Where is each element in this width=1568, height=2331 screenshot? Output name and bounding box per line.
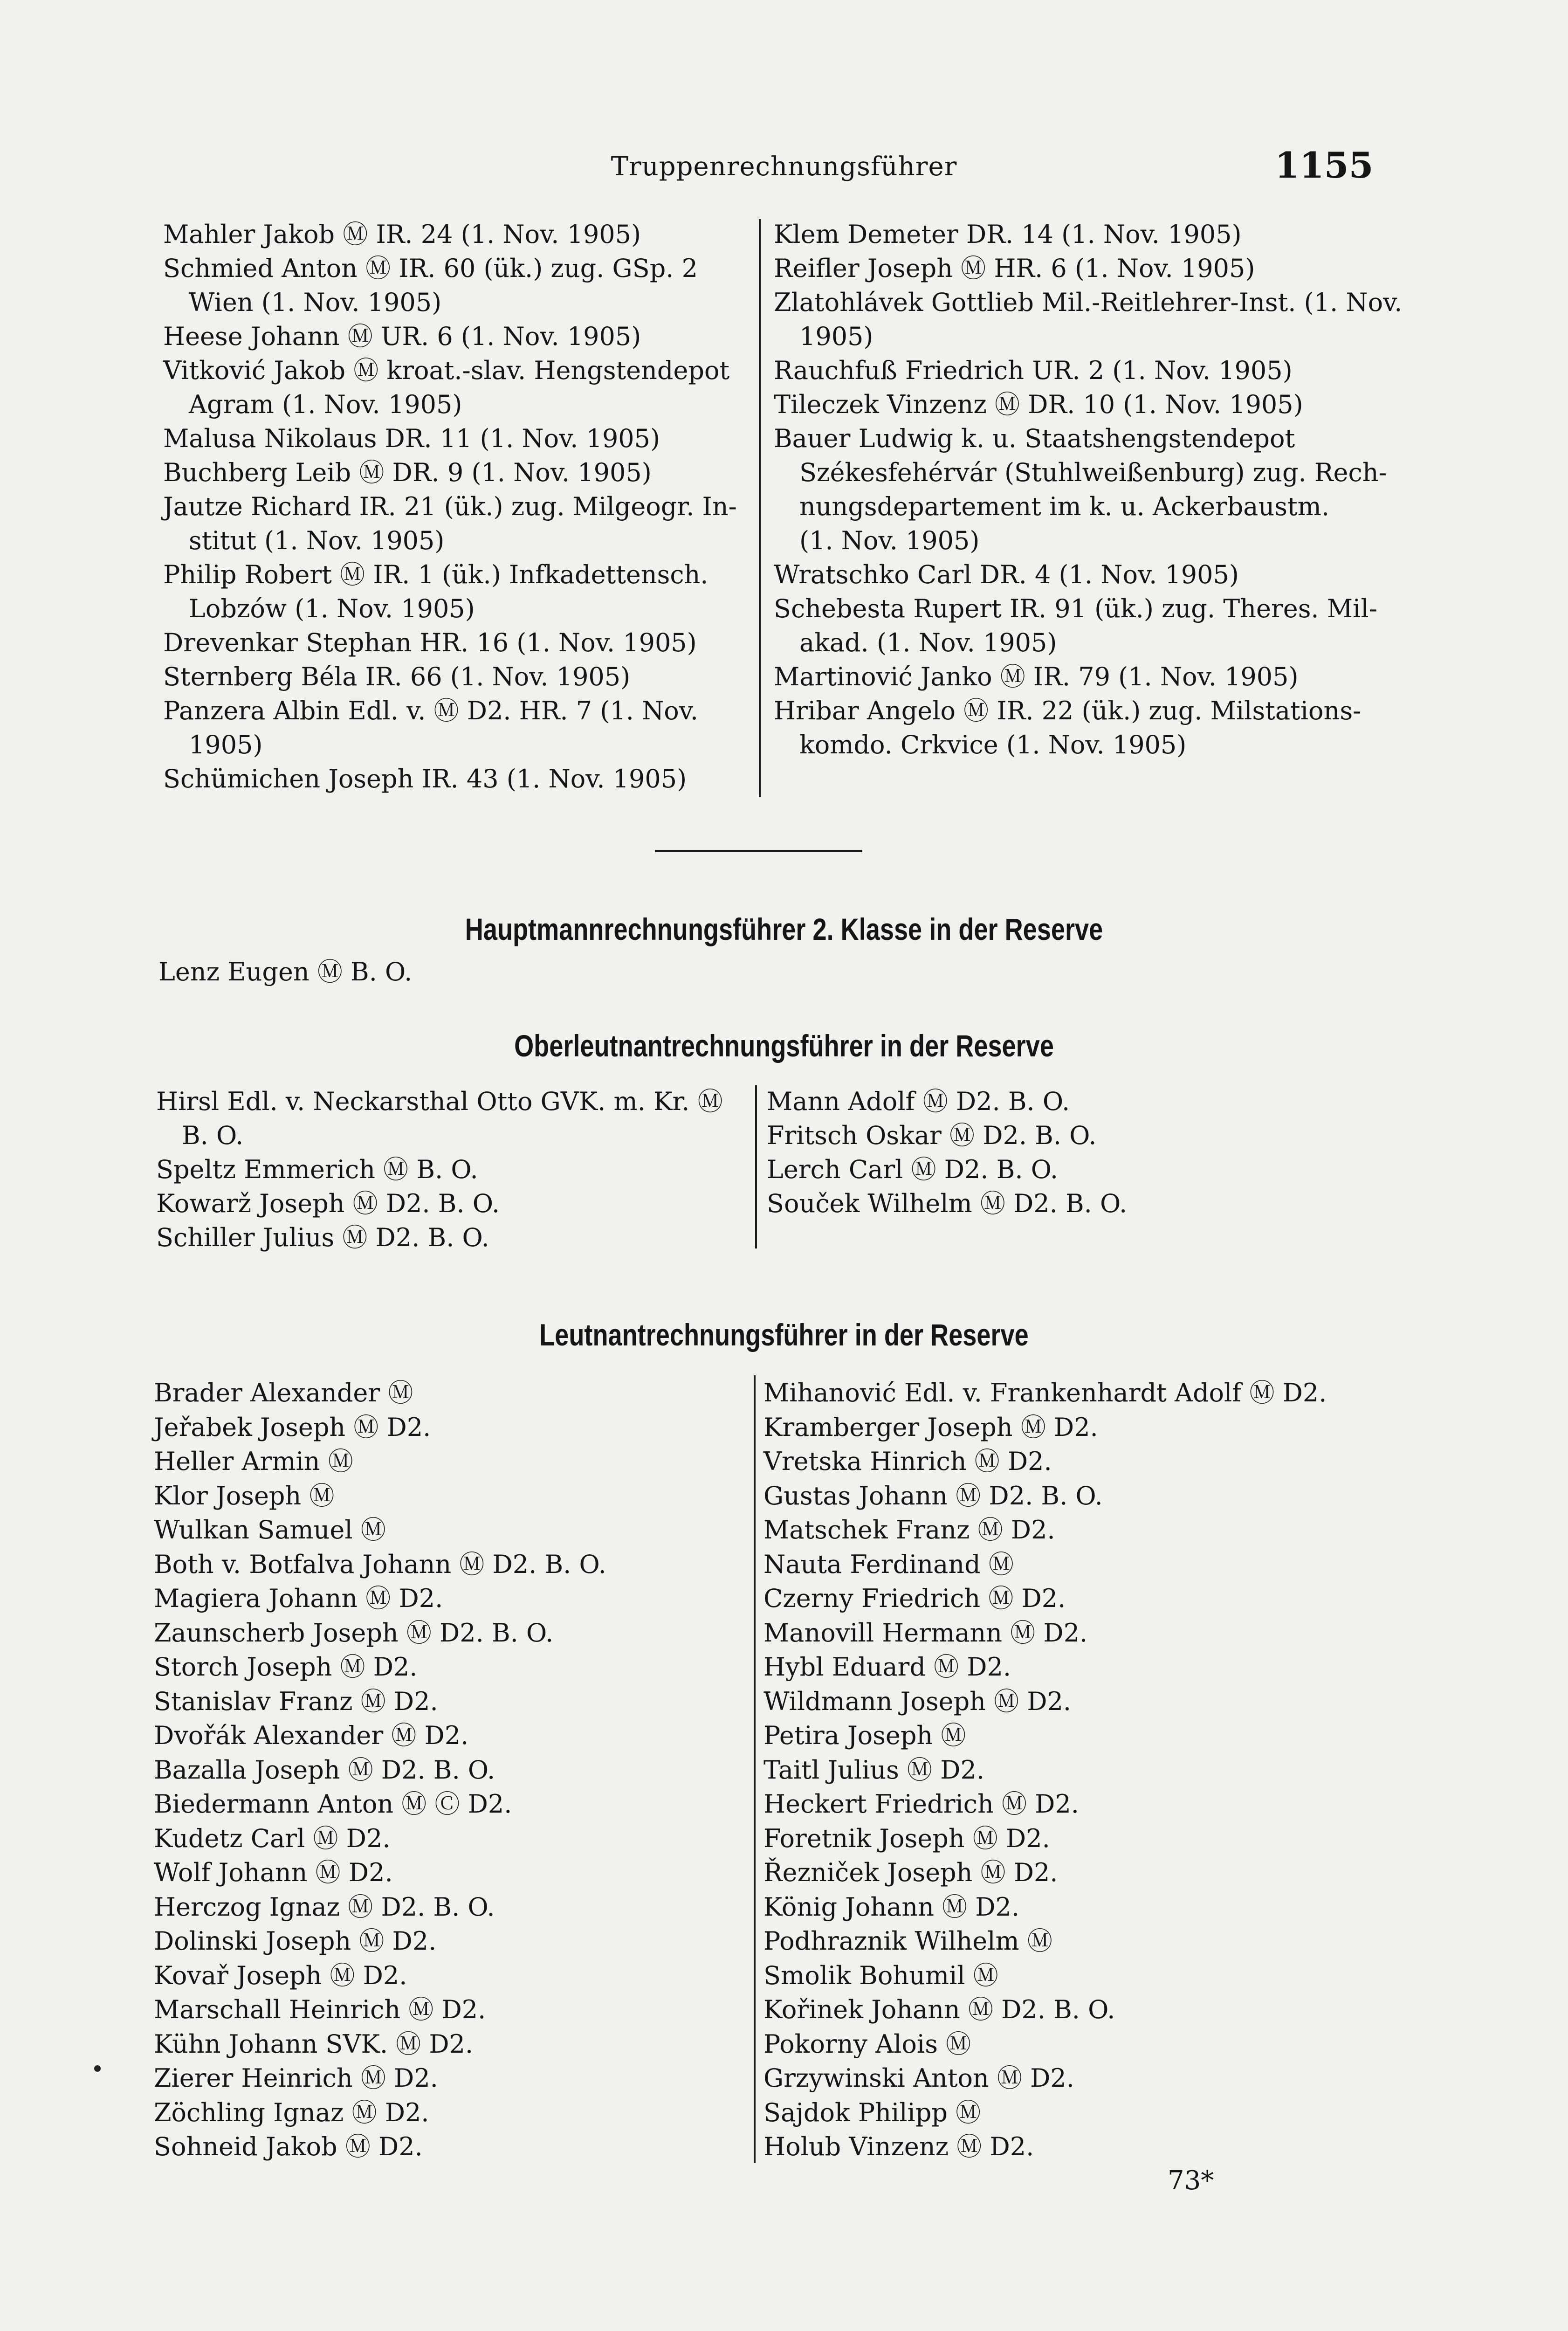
- entry-continuation: 1905): [189, 730, 263, 759]
- entry-line: Storch Joseph Ⓜ D2.: [154, 1652, 418, 1682]
- entry-line: Czerny Friedrich Ⓜ D2.: [763, 1584, 1066, 1613]
- entry-line: Martinović Janko Ⓜ IR. 79 (1. Nov. 1905): [774, 662, 1299, 691]
- entry-line: Řezniček Joseph Ⓜ D2.: [763, 1858, 1058, 1887]
- entry-line: Tileczek Vinzenz Ⓜ DR. 10 (1. Nov. 1905): [774, 390, 1303, 419]
- entry-continuation: komdo. Crkvice (1. Nov. 1905): [799, 730, 1187, 759]
- entry-line: Wolf Johann Ⓜ D2.: [154, 1858, 393, 1887]
- entry-continuation: Agram (1. Nov. 1905): [189, 390, 462, 419]
- entry-line: Matschek Franz Ⓜ D2.: [763, 1515, 1055, 1545]
- entry-line: Schmied Anton Ⓜ IR. 60 (ük.) zug. GSp. 2: [163, 254, 698, 283]
- entry-line: Sternberg Béla IR. 66 (1. Nov. 1905): [163, 662, 631, 691]
- entry-line: Both v. Botfalva Johann Ⓜ D2. B. O.: [154, 1549, 606, 1579]
- entry-line: Heller Armin Ⓜ: [154, 1447, 353, 1476]
- entry-line: Kovař Joseph Ⓜ D2.: [154, 1960, 407, 1990]
- entry-line: Rauchfuß Friedrich UR. 2 (1. Nov. 1905): [774, 356, 1293, 385]
- entry-line: Klem Demeter DR. 14 (1. Nov. 1905): [774, 220, 1242, 249]
- entry-line: Schebesta Rupert IR. 91 (ük.) zug. Theres. Mil-: [774, 594, 1377, 623]
- entry-line: Philip Robert Ⓜ IR. 1 (ük.) Infkadettensch.: [163, 560, 708, 589]
- entry-line: Klor Joseph Ⓜ: [154, 1481, 335, 1510]
- entry-line: Reifler Joseph Ⓜ HR. 6 (1. Nov. 1905): [774, 254, 1255, 283]
- entry-line: Biedermann Anton Ⓜ Ⓒ D2.: [154, 1789, 512, 1819]
- entry-line: Hribar Angelo Ⓜ IR. 22 (ük.) zug. Milstations-: [774, 696, 1362, 725]
- entry-line: Jeřabek Joseph Ⓜ D2.: [154, 1412, 431, 1442]
- entry-line: Kramberger Joseph Ⓜ D2.: [763, 1412, 1098, 1442]
- entry-line: Heese Johann Ⓜ UR. 6 (1. Nov. 1905): [163, 322, 641, 351]
- entry-line: Jautze Richard IR. 21 (ük.) zug. Milgeogr. In-: [163, 492, 737, 521]
- entry-line: Dvořák Alexander Ⓜ D2.: [154, 1721, 469, 1750]
- entry-line: Bazalla Joseph Ⓜ D2. B. O.: [154, 1755, 495, 1785]
- section3-heading: Oberleutnantrechnungsführer in der Reserve: [514, 1028, 1054, 1063]
- entry-line: Taitl Julius Ⓜ D2.: [763, 1755, 985, 1785]
- entry-line: Mahler Jakob Ⓜ IR. 24 (1. Nov. 1905): [163, 220, 641, 249]
- entry-continuation: Wien (1. Nov. 1905): [189, 288, 442, 317]
- entry-line: Mihanović Edl. v. Frankenhardt Adolf Ⓜ D2.: [763, 1378, 1327, 1407]
- entry-line: Dolinski Joseph Ⓜ D2.: [154, 1926, 437, 1956]
- entry-line: Vretska Hinrich Ⓜ D2.: [763, 1447, 1052, 1476]
- entry-line: Vitković Jakob Ⓜ kroat.-slav. Hengstendepot: [163, 356, 730, 385]
- entry-line: Malusa Nikolaus DR. 11 (1. Nov. 1905): [163, 424, 660, 453]
- entry-line: Kudetz Carl Ⓜ D2.: [154, 1823, 391, 1853]
- entry-line: Hybl Eduard Ⓜ D2.: [763, 1652, 1011, 1682]
- entry-line: Wildmann Joseph Ⓜ D2.: [763, 1686, 1072, 1716]
- entry-line: Kowarž Joseph Ⓜ D2. B. O.: [156, 1189, 500, 1218]
- entry-line: Gustas Johann Ⓜ D2. B. O.: [763, 1481, 1103, 1510]
- column-divider: [754, 1375, 756, 2163]
- page-number: 1155: [1275, 145, 1374, 186]
- entry-line: Nauta Ferdinand Ⓜ: [763, 1549, 1014, 1579]
- section2-entry: Lenz Eugen Ⓜ B. O.: [158, 957, 413, 986]
- entry-line: Buchberg Leib Ⓜ DR. 9 (1. Nov. 1905): [163, 458, 652, 487]
- entry-line: Mann Adolf Ⓜ D2. B. O.: [767, 1087, 1070, 1116]
- entry-line: Petira Joseph Ⓜ: [763, 1721, 966, 1750]
- entry-line: Wulkan Samuel Ⓜ: [154, 1515, 386, 1545]
- entry-line: Manovill Hermann Ⓜ D2.: [763, 1618, 1088, 1648]
- entry-line: Magiera Johann Ⓜ D2.: [154, 1584, 443, 1613]
- ink-spot: [94, 2065, 101, 2072]
- section4-heading: Leutnantrechnungsführer in der Reserve: [539, 1317, 1029, 1352]
- entry-line: Zöchling Ignaz Ⓜ D2.: [154, 2097, 429, 2127]
- entry-line: Kühn Johann SVK. Ⓜ D2.: [154, 2029, 474, 2059]
- entry-continuation: (1. Nov. 1905): [799, 526, 980, 555]
- entry-continuation: nungsdepartement im k. u. Ackerbaustm.: [799, 492, 1330, 521]
- entry-line: Hirsl Edl. v. Neckarsthal Otto GVK. m. Kr. Ⓜ: [156, 1087, 723, 1116]
- entry-line: Wratschko Carl DR. 4 (1. Nov. 1905): [774, 560, 1239, 589]
- entry-line: Schümichen Joseph IR. 43 (1. Nov. 1905): [163, 764, 687, 793]
- entry-line: Fritsch Oskar Ⓜ D2. B. O.: [767, 1121, 1097, 1150]
- entry-line: Speltz Emmerich Ⓜ B. O.: [156, 1155, 478, 1184]
- entry-line: Stanislav Franz Ⓜ D2.: [154, 1686, 438, 1716]
- section-separator-rule: [655, 850, 862, 852]
- entry-line: Holub Vinzenz Ⓜ D2.: [763, 2132, 1034, 2161]
- entry-line: Schiller Julius Ⓜ D2. B. O.: [156, 1223, 489, 1252]
- column-divider: [759, 219, 761, 797]
- entry-line: Bauer Ludwig k. u. Staatshengstendepot: [774, 424, 1295, 453]
- running-header: Truppenrechnungsführer: [611, 152, 957, 182]
- entry-line: Panzera Albin Edl. v. Ⓜ D2. HR. 7 (1. Nov.: [163, 696, 699, 725]
- section2-heading: Hauptmannrechnungsführer 2. Klasse in der Reserve: [465, 912, 1103, 946]
- entry-line: Kořinek Johann Ⓜ D2. B. O.: [763, 1995, 1115, 2024]
- signature-mark: 73*: [1168, 2165, 1214, 2196]
- entry-line: Sohneid Jakob Ⓜ D2.: [154, 2132, 423, 2161]
- entry-line: Heckert Friedrich Ⓜ D2.: [763, 1789, 1079, 1819]
- entry-line: Zaunscherb Joseph Ⓜ D2. B. O.: [154, 1618, 554, 1648]
- entry-line: Foretnik Joseph Ⓜ D2.: [763, 1823, 1050, 1853]
- entry-line: Souček Wilhelm Ⓜ D2. B. O.: [767, 1189, 1128, 1218]
- entry-continuation: akad. (1. Nov. 1905): [799, 628, 1057, 657]
- entry-continuation: Lobzów (1. Nov. 1905): [189, 594, 475, 623]
- entry-line: Zierer Heinrich Ⓜ D2.: [154, 2063, 438, 2093]
- entry-line: Grzywinski Anton Ⓜ D2.: [763, 2063, 1074, 2093]
- entry-line: Zlatohlávek Gottlieb Mil.-Reitlehrer-Inst. (1. Nov.: [774, 288, 1403, 317]
- entry-continuation: stitut (1. Nov. 1905): [189, 526, 445, 555]
- entry-line: Herczog Ignaz Ⓜ D2. B. O.: [154, 1892, 495, 1922]
- entry-line: König Johann Ⓜ D2.: [763, 1892, 1020, 1922]
- entry-line: Pokorny Alois Ⓜ: [763, 2029, 971, 2059]
- entry-continuation: B. O.: [182, 1121, 244, 1150]
- entry-continuation: 1905): [799, 322, 873, 351]
- entry-line: Sajdok Philipp Ⓜ: [763, 2097, 981, 2127]
- entry-continuation: Székesfehérvár (Stuhlweißenburg) zug. Rech-: [799, 458, 1387, 487]
- column-divider: [755, 1085, 757, 1248]
- entry-line: Lerch Carl Ⓜ D2. B. O.: [767, 1155, 1059, 1184]
- entry-line: Drevenkar Stephan HR. 16 (1. Nov. 1905): [163, 628, 697, 657]
- entry-line: Podhraznik Wilhelm Ⓜ: [763, 1926, 1052, 1956]
- entry-line: Brader Alexander Ⓜ: [154, 1378, 413, 1407]
- entry-line: Smolik Bohumil Ⓜ: [763, 1960, 998, 1990]
- entry-line: Marschall Heinrich Ⓜ D2.: [154, 1995, 486, 2024]
